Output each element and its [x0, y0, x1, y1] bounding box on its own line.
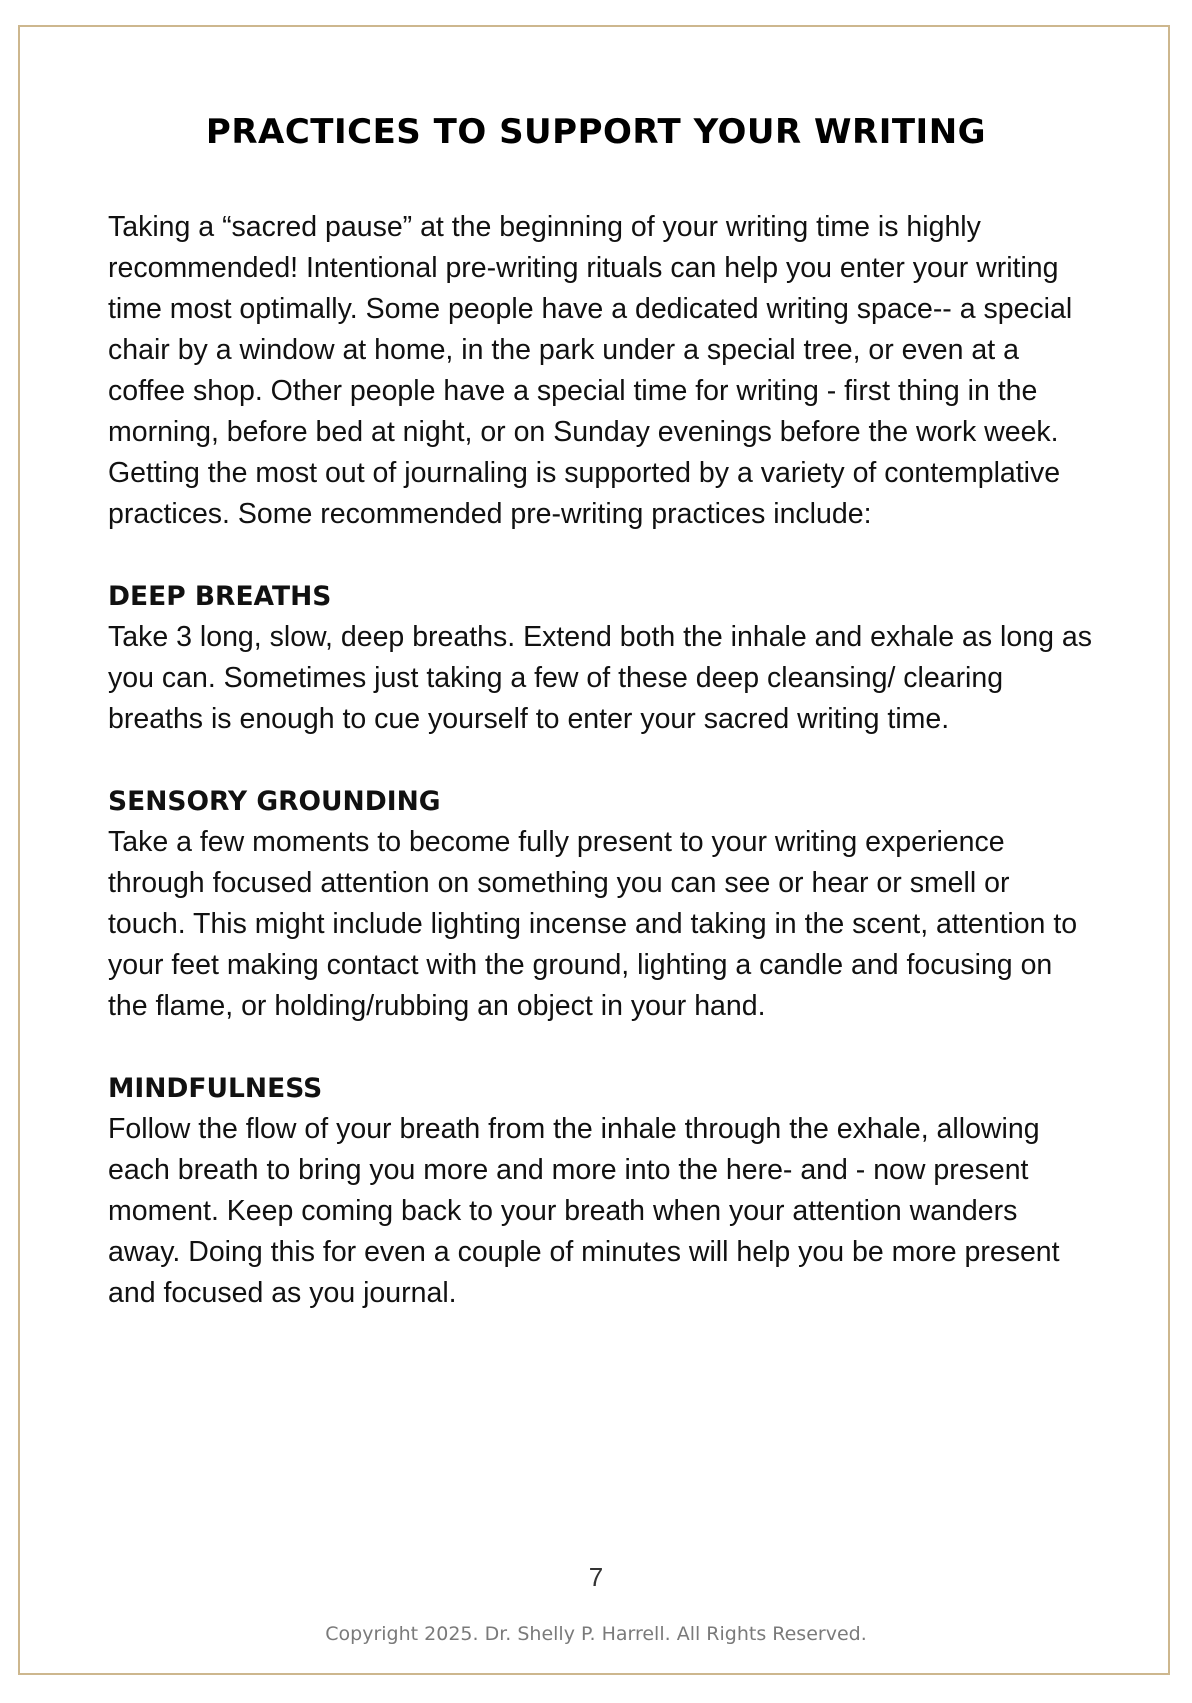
copyright-footer: Copyright 2025. Dr. Shelly P. Harrell. All Rights Reserved. [325, 1623, 867, 1645]
document-body [108, 207, 1093, 1314]
section-heading: SENSORY GROUNDING [108, 786, 441, 817]
section-deep-breaths [108, 576, 1093, 740]
page-title: PRACTICES TO SUPPORT YOUR WRITING [205, 112, 987, 152]
intro-paragraph-1: Taking a “sacred pause” at the beginning of your writing time is highly recommended! Intentional pre-writing rituals can help you enter your writing time most optimally. Some people have a dedicated writing space-- a special chair by a window at home, in the park under a special tree, or even at a coffee shop. Other people have a special time for writing - first thing in the morning, before bed at night, or on Sunday evenings before the work week. [108, 211, 1073, 448]
section-heading: MINDFULNESS [108, 1073, 323, 1104]
section-body: Follow the flow of your breath from the inhale through the exhale, allowing each breath to bring you more and more into the here- and - now present moment. Keep coming back to your breath when your attention wanders away. Doing this for even a couple of minutes will help you be more present and focused as you journal. [108, 1113, 1060, 1309]
section-body: Take 3 long, slow, deep breaths. Extend both the inhale and exhale as long as you can. Sometimes just taking a few of these deep cleansing/ clearing breaths is enough to cue yourself to enter your sacred writing time. [108, 621, 1092, 735]
page-number: 7 [588, 1562, 604, 1592]
section-heading: DEEP BREATHS [108, 581, 332, 612]
section-body: Take a few moments to become fully present to your writing experience through focused attention on something you can see or hear or smell or touch. This might include lighting incense and taking in the scent, attention to your feet making contact with the ground, lighting a candle and focusing on the flame, or holding/rubbing an object in your hand. [108, 826, 1078, 1022]
section-sensory-grounding [108, 781, 1093, 1027]
intro-paragraph-2: Getting the most out of journaling is supported by a variety of contemplative practices. Some recommended pre-writing practices include: [108, 457, 1061, 530]
section-mindfulness [108, 1068, 1093, 1314]
